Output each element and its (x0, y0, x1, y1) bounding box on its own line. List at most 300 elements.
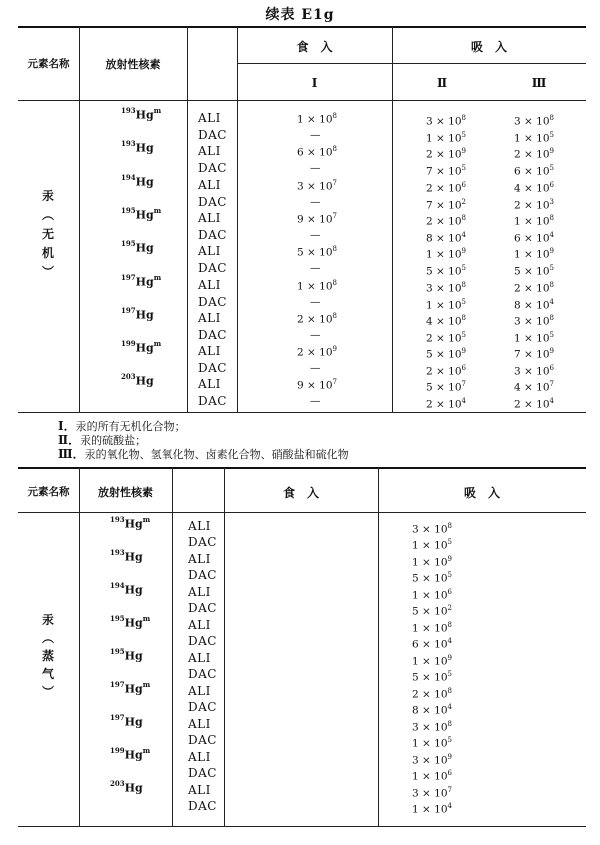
ingestion-dac: — (310, 228, 321, 241)
rule (79, 467, 80, 826)
nuclide (110, 614, 150, 630)
value-exponent: 4 (447, 637, 452, 645)
value-base: 2 × 10 (426, 148, 462, 161)
nuclide-mass: 194 (121, 172, 136, 182)
element-char: 汞 (41, 613, 54, 627)
nuclide (110, 746, 150, 762)
value-exponent: 4 (461, 397, 466, 406)
row-type-ali: ALI (188, 684, 211, 698)
value-base: 5 × 10 (426, 381, 462, 394)
value-exponent: 9 (332, 345, 337, 354)
header-inhalation: 吸 入 (463, 486, 500, 500)
nuclide-symbol: Hg (135, 308, 154, 322)
rule (18, 412, 586, 413)
value-base: 1 × 10 (426, 299, 462, 311)
nuclide-mass: 193 (121, 106, 136, 115)
value-exponent: 9 (549, 147, 554, 156)
footnote-number: Ⅲ． (58, 447, 85, 461)
rule (172, 467, 173, 826)
value-exponent: 5 (461, 330, 466, 339)
element-char: ︶ (41, 685, 54, 699)
nuclide-metastable: m (142, 614, 151, 623)
inhalation-II-ali (426, 179, 466, 195)
inhalation-dac (412, 602, 452, 618)
ingestion-dac: — (310, 162, 321, 175)
nuclide (110, 515, 150, 531)
value-base: 2 × 10 (412, 688, 448, 701)
nuclide-mass: 203 (110, 779, 125, 788)
ingestion-dac: — (310, 362, 321, 375)
value-exponent: 8 (332, 112, 337, 120)
value-exponent: 5 (447, 538, 452, 546)
value-exponent: 6 (549, 364, 554, 373)
value-exponent: 6 (461, 180, 466, 189)
nuclide-symbol: Hg (135, 108, 154, 122)
element-char: 气 (41, 667, 54, 681)
value-base: 2 × 10 (514, 199, 550, 212)
value-exponent: 5 (461, 297, 466, 306)
value-base: 1 × 10 (297, 280, 333, 292)
header-class-II: Ⅱ (436, 76, 448, 90)
row-type-dac: DAC (198, 128, 227, 142)
row-type-ali: ALI (198, 310, 221, 325)
value-exponent: 9 (461, 347, 466, 356)
nuclide-symbol: Hg (135, 141, 154, 155)
row-type-ali: ALI (198, 244, 221, 259)
footnote-number: Ⅰ． (58, 419, 76, 433)
value-exponent: 9 (461, 147, 466, 156)
element-char: ︵ (41, 631, 54, 645)
ingestion-ali (297, 376, 337, 392)
nuclide-symbol: Hg (135, 341, 154, 355)
header-ingestion: 食 入 (282, 486, 319, 500)
nuclide-symbol: Hg (124, 517, 143, 531)
header-element: 元素名称 (27, 486, 70, 498)
ingestion-ali (297, 243, 337, 259)
nuclide-symbol: Hg (124, 715, 143, 729)
header-nuclide: 放射性核素 (98, 486, 153, 499)
inhalation-dac (412, 701, 452, 717)
value-exponent: 3 (549, 197, 554, 206)
value-exponent: 7 (461, 380, 466, 389)
inhalation-ali (412, 718, 452, 734)
value-base: 1 × 10 (514, 332, 550, 345)
inhalation-III-ali (514, 378, 554, 394)
inhalation-III-ali (514, 212, 554, 228)
nuclide-symbol: Hg (124, 583, 143, 597)
row-type-ali: ALI (198, 344, 221, 359)
value-exponent: 4 (549, 297, 554, 306)
value-exponent: 5 (447, 670, 452, 678)
value-exponent: 7 (332, 178, 337, 187)
nuclide (121, 372, 154, 388)
value-exponent: 6 (447, 588, 452, 596)
ingestion-dac: — (310, 328, 321, 341)
value-exponent: 5 (461, 164, 466, 173)
value-base: 9 × 10 (297, 213, 333, 226)
nuclide-symbol: Hg (135, 375, 154, 389)
nuclide-symbol: Hg (124, 748, 143, 762)
value-base: 2 × 10 (514, 398, 550, 411)
nuclide (110, 713, 143, 729)
ingestion-ali (297, 277, 337, 293)
value-exponent: 8 (549, 280, 554, 289)
value-exponent: 7 (447, 786, 452, 794)
nuclide (121, 139, 154, 155)
inhalation-III-ali (514, 345, 554, 361)
nuclide-mass: 195 (121, 205, 136, 215)
nuclide-mass: 193 (121, 139, 136, 149)
nuclide-symbol: Hg (124, 781, 143, 795)
value-base: 1 × 10 (297, 113, 333, 126)
row-type-ali: ALI (188, 618, 211, 632)
inhalation-III-dac (514, 162, 554, 178)
nuclide (121, 339, 161, 355)
value-exponent: 8 (332, 278, 337, 287)
nuclide (121, 273, 161, 289)
inhalation-II-dac (426, 229, 466, 245)
inhalation-II-ali (426, 345, 466, 361)
inhalation-dac (412, 635, 452, 651)
row-type-dac: DAC (188, 667, 217, 681)
rule (237, 63, 586, 64)
inhalation-ali (412, 652, 452, 668)
inhalation-III-ali (514, 145, 554, 161)
value-base: 4 × 10 (426, 315, 462, 328)
nuclide-mass: 194 (110, 581, 125, 590)
inhalation-dac (412, 668, 452, 684)
nuclide-metastable: m (153, 339, 162, 349)
value-exponent: 9 (447, 555, 452, 563)
value-exponent: 5 (549, 264, 554, 273)
nuclide-symbol: Hg (124, 550, 143, 564)
value-base: 2 × 10 (426, 215, 462, 228)
value-exponent: 8 (461, 280, 466, 289)
value-base: 3 × 10 (412, 721, 448, 734)
inhalation-II-dac (426, 162, 466, 178)
inhalation-III-dac (514, 329, 554, 345)
value-base: 1 × 10 (412, 770, 448, 783)
value-base: 8 × 10 (412, 704, 448, 717)
inhalation-II-ali (426, 279, 466, 295)
value-exponent: 2 (461, 197, 466, 206)
value-base: 6 × 10 (297, 146, 333, 159)
value-base: 1 × 10 (412, 737, 448, 750)
nuclide-symbol: Hg (124, 649, 143, 663)
row-type-ali: ALI (188, 585, 211, 599)
row-type-ali: ALI (188, 717, 211, 731)
value-exponent: 7 (332, 211, 337, 220)
nuclide-mass: 193 (110, 548, 125, 557)
value-base: 1 × 10 (514, 248, 550, 261)
value-exponent: 6 (447, 769, 452, 777)
ingestion-ali (297, 343, 337, 359)
nuclide-mass: 199 (121, 339, 136, 349)
value-base: 3 × 10 (514, 365, 550, 378)
value-base: 1 × 10 (412, 803, 448, 816)
value-base: 3 × 10 (412, 787, 448, 800)
value-base: 3 × 10 (426, 115, 462, 128)
inhalation-III-dac (514, 129, 554, 145)
row-type-ali: ALI (198, 111, 221, 125)
value-base: 6 × 10 (514, 232, 550, 245)
value-base: 2 × 10 (297, 313, 333, 326)
value-exponent: 8 (447, 720, 452, 728)
rule (18, 467, 586, 469)
value-exponent: 4 (447, 703, 452, 711)
row-type-dac: DAC (198, 227, 227, 242)
inhalation-III-dac (514, 196, 554, 212)
inhalation-III-dac (514, 395, 554, 411)
inhalation-III-ali (514, 312, 554, 328)
inhalation-ali (412, 586, 452, 602)
footnote-text: 汞的所有无机化合物； (75, 420, 186, 433)
inhalation-II-dac (426, 296, 466, 312)
value-exponent: 8 (461, 213, 466, 222)
nuclide (121, 106, 161, 122)
inhalation-III-dac (514, 296, 554, 312)
ingestion-dac: — (310, 395, 321, 408)
row-type-dac: DAC (198, 194, 227, 209)
nuclide-mass: 197 (110, 680, 125, 689)
row-type-ali: ALI (198, 177, 221, 192)
ingestion-ali (297, 143, 337, 159)
inhalation-dac (412, 767, 452, 783)
nuclide-mass: 195 (110, 647, 125, 656)
value-exponent: 8 (461, 114, 466, 122)
nuclide (110, 779, 143, 795)
ingestion-dac: — (310, 295, 321, 308)
value-exponent: 8 (549, 313, 554, 322)
row-type-dac: DAC (188, 634, 217, 648)
nuclide-mass: 197 (121, 305, 136, 315)
row-type-ali: ALI (188, 552, 211, 566)
nuclide-mass: 195 (110, 614, 125, 623)
row-type-ali: ALI (188, 651, 211, 665)
row-type-dac: DAC (188, 733, 217, 747)
value-exponent: 9 (447, 753, 452, 761)
ingestion-ali (297, 210, 337, 226)
value-exponent: 8 (332, 145, 337, 154)
value-base: 9 × 10 (297, 379, 333, 392)
value-base: 2 × 10 (426, 365, 462, 378)
row-type-dac: DAC (198, 361, 227, 376)
nuclide-metastable: m (153, 106, 162, 115)
row-type-dac: DAC (188, 799, 217, 813)
value-exponent: 8 (549, 114, 554, 122)
nuclide (110, 647, 143, 663)
inhalation-II-ali (426, 112, 466, 128)
inhalation-II-ali (426, 378, 466, 394)
value-base: 1 × 10 (426, 248, 462, 261)
header-ingestion: 食 入 (296, 40, 333, 54)
row-type-dac: DAC (198, 294, 227, 309)
nuclide-mass: 203 (121, 372, 136, 382)
header-class-I: I (311, 76, 318, 90)
element-char: ︶ (41, 265, 54, 279)
row-type-ali: ALI (198, 277, 221, 292)
nuclide-mass: 199 (110, 746, 125, 755)
footnote-text: 汞的氧化物、氢氧化物、卤素化合物、硝酸盐和硫化物 (84, 448, 349, 461)
value-base: 3 × 10 (514, 315, 550, 328)
footnote (58, 445, 349, 462)
value-base: 4 × 10 (514, 182, 550, 195)
inhalation-II-ali (426, 245, 466, 261)
value-base: 1 × 10 (412, 622, 448, 635)
nuclide-mass: 193 (110, 515, 125, 524)
nuclide (110, 548, 143, 564)
value-exponent: 5 (461, 131, 466, 139)
inhalation-III-ali (514, 279, 554, 295)
value-base: 5 × 10 (426, 265, 462, 278)
value-base: 2 × 10 (426, 332, 462, 345)
value-exponent: 4 (549, 397, 554, 406)
inhalation-III-ali (514, 112, 554, 128)
element-char: 汞 (41, 189, 54, 203)
value-exponent: 7 (549, 380, 554, 389)
nuclide-mass: 197 (110, 713, 125, 722)
inhalation-II-dac (426, 196, 466, 212)
value-base: 5 × 10 (412, 605, 448, 618)
rule (18, 826, 586, 827)
ingestion-dac: — (310, 262, 321, 275)
value-exponent: 7 (332, 378, 337, 387)
value-exponent: 5 (447, 736, 452, 744)
row-type-ali: ALI (198, 210, 221, 225)
value-base: 3 × 10 (426, 282, 462, 294)
nuclide-symbol: Hg (135, 241, 154, 255)
ingestion-ali (297, 110, 337, 126)
ingestion-dac: — (310, 195, 321, 208)
value-base: 1 × 10 (426, 132, 462, 145)
value-base: 5 × 10 (514, 265, 550, 278)
row-type-ali: ALI (188, 519, 211, 533)
inhalation-ali (412, 784, 452, 800)
rule (79, 26, 80, 412)
element-char: 无 (41, 227, 54, 241)
header-class-III: Ⅲ (531, 76, 547, 90)
value-base: 1 × 10 (412, 556, 448, 569)
row-type-dac: DAC (198, 327, 227, 342)
value-exponent: 2 (447, 604, 452, 612)
value-exponent: 5 (549, 330, 554, 339)
row-type-dac: DAC (198, 261, 227, 276)
row-type-dac: DAC (198, 394, 227, 409)
inhalation-ali (412, 553, 452, 569)
header-element: 元素名称 (27, 58, 70, 70)
row-type-ali: ALI (188, 750, 211, 764)
value-exponent: 5 (549, 164, 554, 173)
row-type-ali: ALI (198, 377, 221, 392)
value-base: 3 × 10 (412, 523, 448, 536)
nuclide (121, 173, 154, 189)
ingestion-dac: — (310, 129, 321, 141)
value-base: 2 × 10 (426, 398, 462, 411)
value-base: 1 × 10 (412, 655, 448, 668)
row-type-dac: DAC (188, 601, 217, 615)
row-type-dac: DAC (188, 535, 217, 549)
value-base: 2 × 10 (426, 182, 462, 195)
inhalation-II-ali (426, 145, 466, 161)
value-exponent: 9 (549, 347, 554, 356)
value-base: 1 × 10 (412, 589, 448, 602)
inhalation-dac (412, 800, 452, 816)
ingestion-ali (297, 310, 337, 326)
value-base: 4 × 10 (514, 381, 550, 394)
value-exponent: 5 (549, 131, 554, 139)
value-base: 7 × 10 (514, 348, 550, 361)
inhalation-dac (412, 734, 452, 750)
nuclide-symbol: Hg (124, 616, 143, 630)
value-base: 3 × 10 (297, 180, 333, 193)
value-base: 6 × 10 (412, 638, 448, 651)
value-base: 6 × 10 (514, 165, 550, 178)
footnote-text: 汞的硫酸盐； (80, 434, 147, 447)
nuclide-metastable: m (142, 746, 151, 755)
inhalation-III-dac (514, 362, 554, 378)
value-exponent: 8 (447, 522, 452, 530)
value-base: 7 × 10 (426, 199, 462, 212)
value-exponent: 8 (332, 245, 337, 254)
inhalation-II-ali (426, 212, 466, 228)
ingestion-ali (297, 177, 337, 193)
inhalation-II-dac (426, 262, 466, 278)
value-base: 2 × 10 (514, 282, 550, 294)
element-char: 机 (41, 246, 54, 260)
element-char: ︵ (41, 208, 54, 222)
inhalation-II-dac (426, 395, 466, 411)
value-base: 8 × 10 (426, 232, 462, 245)
row-type-ali: ALI (188, 783, 211, 797)
value-exponent: 8 (549, 213, 554, 222)
value-base: 5 × 10 (412, 671, 448, 684)
inhalation-II-ali (426, 312, 466, 328)
nuclide (110, 581, 143, 597)
inhalation-II-dac (426, 362, 466, 378)
nuclide-metastable: m (142, 680, 151, 689)
nuclide-metastable: m (142, 515, 151, 524)
inhalation-III-dac (514, 229, 554, 245)
nuclide (110, 680, 150, 696)
value-base: 3 × 10 (514, 115, 550, 128)
value-base: 5 × 10 (297, 246, 333, 259)
value-exponent: 8 (461, 313, 466, 322)
value-base: 1 × 10 (514, 215, 550, 228)
row-type-dac: DAC (188, 568, 217, 582)
value-base: 2 × 10 (514, 148, 550, 161)
row-type-ali: ALI (198, 144, 221, 159)
header-nuclide: 放射性核素 (105, 58, 161, 71)
value-exponent: 6 (461, 364, 466, 373)
rule (18, 512, 586, 513)
value-exponent: 4 (549, 230, 554, 239)
nuclide (121, 239, 154, 255)
nuclide-symbol: Hg (135, 175, 154, 189)
value-exponent: 4 (447, 802, 452, 810)
value-exponent: 8 (447, 687, 452, 695)
value-base: 8 × 10 (514, 299, 550, 311)
rule (18, 26, 586, 28)
value-base: 1 × 10 (412, 539, 448, 552)
inhalation-III-dac (514, 262, 554, 278)
footnote-number: Ⅱ． (58, 433, 81, 447)
nuclide (121, 306, 154, 322)
nuclide-symbol: Hg (124, 682, 143, 696)
nuclide-symbol: Hg (135, 208, 154, 222)
value-exponent: 8 (332, 311, 337, 320)
value-exponent: 6 (549, 180, 554, 189)
inhalation-III-ali (514, 245, 554, 261)
